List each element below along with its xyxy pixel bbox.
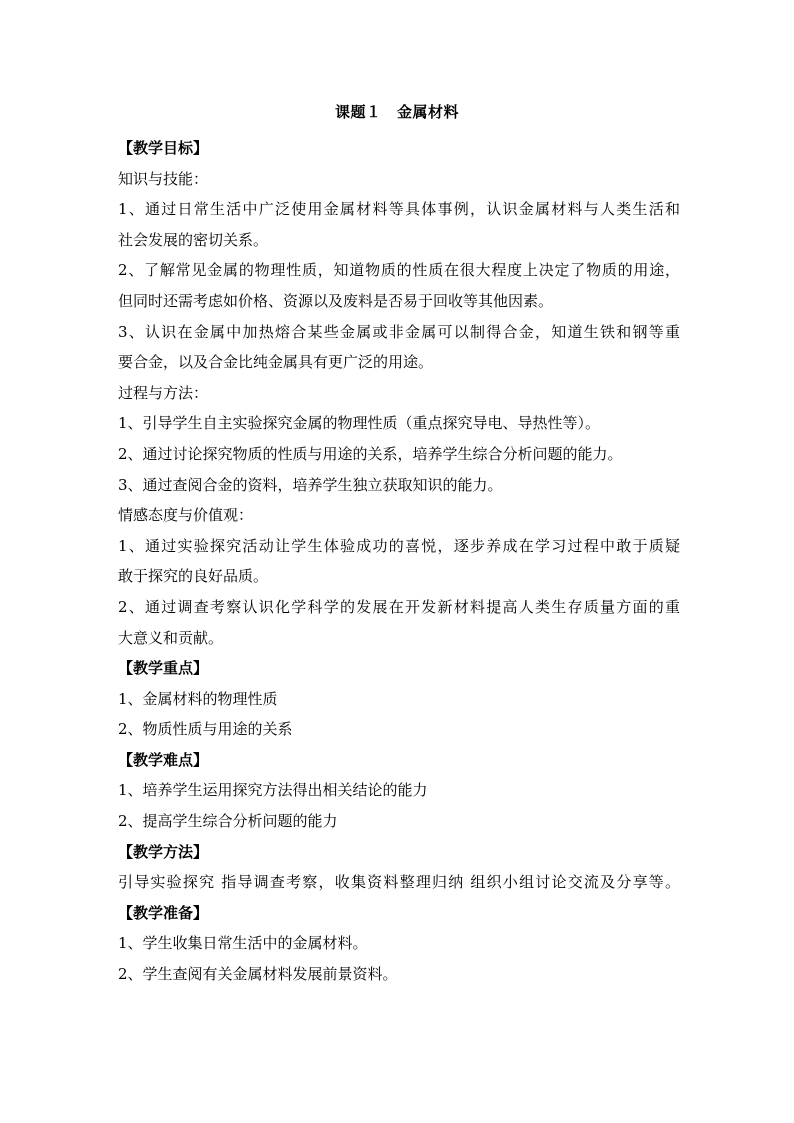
body-text-line: 1、引导学生自主实验探究金属的物理性质（重点探究导电、导热性等）。: [118, 414, 601, 433]
body-text-line: 2、提高学生综合分析问题的能力: [118, 812, 338, 831]
section-heading: 【教学方法】: [118, 842, 209, 861]
body-text-line: 过程与方法：: [118, 383, 209, 402]
body-text-line: 但同时还需考虑如价格、资源以及废料是否易于回收等其他因素。: [118, 291, 554, 310]
body-text-line: 知识与技能：: [118, 169, 209, 188]
body-text-line: 情感态度与价值观：: [118, 506, 254, 525]
body-text-line: 2、了解常见金属的物理性质，知道物质的性质在很大程度上决定了物质的用途，: [118, 261, 680, 280]
section-heading: 【教学重点】: [118, 659, 209, 678]
body-text-line: 1、金属材料的物理性质: [118, 689, 278, 708]
body-text-line: 敢于探究的良好品质。: [118, 567, 269, 586]
body-text-line: 要合金，以及合金比纯金属具有更广泛的用途。: [118, 353, 434, 372]
body-text-line: 2、通过讨论探究物质的性质与用途的关系，培养学生综合分析问题的能力。: [118, 444, 623, 463]
section-heading: 【教学难点】: [118, 750, 209, 769]
document-title: 课题１ 金属材料: [334, 103, 459, 121]
body-text-line: 引导实验探究 指导调查考察，收集资料整理归纳 组织小组讨论交流及分享等。: [118, 873, 680, 892]
body-text-line: 2、通过调查考察认识化学科学的发展在开发新材料提高人类生存质量方面的重: [118, 597, 680, 616]
body-text-line: 2、物质性质与用途的关系: [118, 720, 293, 739]
body-text-line: 3、认识在金属中加热熔合某些金属或非金属可以制得合金，知道生铁和钢等重: [118, 322, 680, 341]
body-text-line: 1、通过日常生活中广泛使用金属材料等具体事例，认识金属材料与人类生活和: [118, 200, 680, 219]
body-text-line: 2、学生查阅有关金属材料发展前景资料。: [118, 965, 398, 984]
body-text-line: 1、通过实验探究活动让学生体验成功的喜悦，逐步养成在学习过程中敢于质疑: [118, 536, 680, 555]
body-text-line: 社会发展的密切关系。: [118, 230, 269, 249]
section-heading: 【教学目标】: [118, 139, 209, 157]
body-text-line: 大意义和贡献。: [118, 628, 224, 647]
body-text-line: 1、培养学生运用探究方法得出相关结论的能力: [118, 781, 428, 800]
section-heading: 【教学准备】: [118, 903, 209, 922]
document-body: [118, 133, 680, 990]
body-text-line: 1、学生收集日常生活中的金属材料。: [118, 934, 368, 953]
body-text-line: 3、通过查阅合金的资料，培养学生独立获取知识的能力。: [118, 475, 503, 494]
